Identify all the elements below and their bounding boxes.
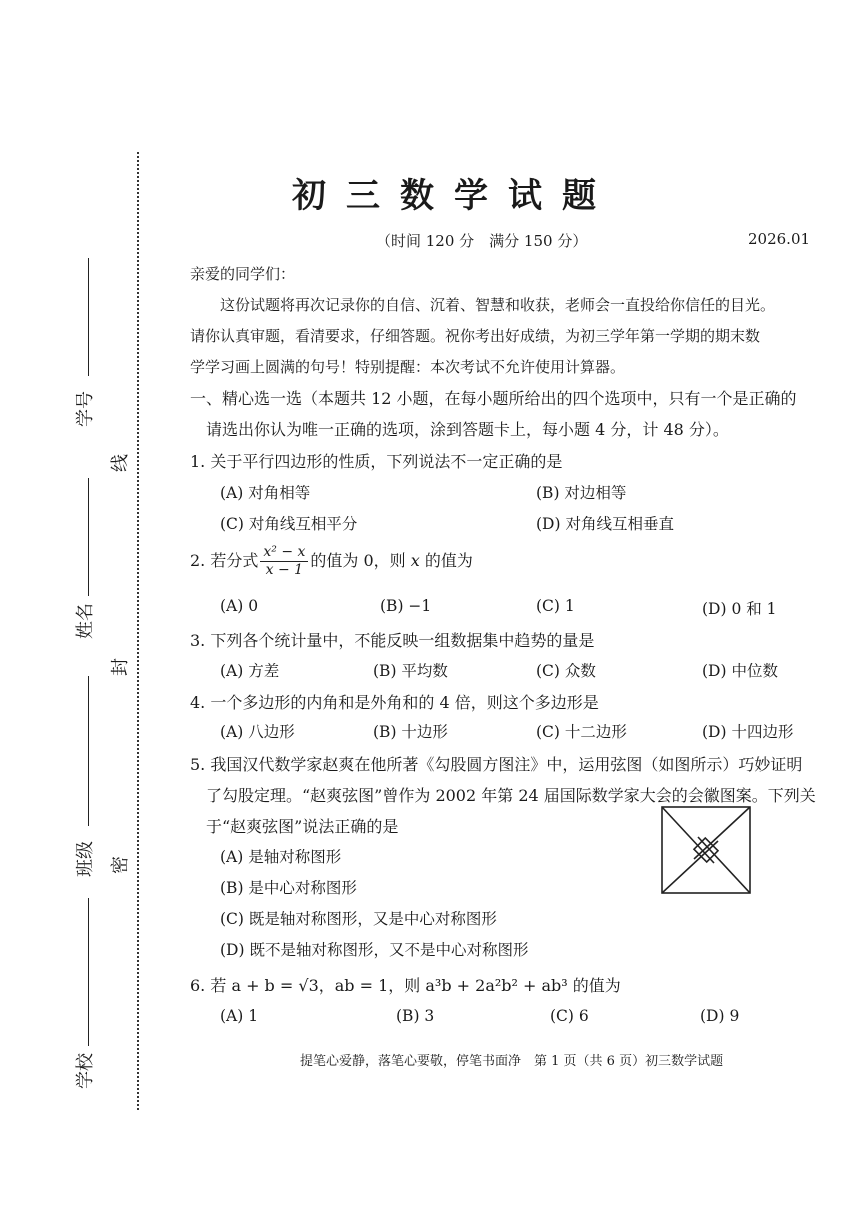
q4-option-d[interactable]: (D) 十四边形 — [702, 723, 794, 741]
q1-option-b[interactable]: (B) 对边相等 — [536, 484, 627, 502]
page-footer: 提笔心爱静，落笔心要敬，停笔书面净 第 1 页（共 6 页）初三数学试题 — [300, 1054, 724, 1069]
q1-option-c[interactable]: (C) 对角线互相平分 — [220, 515, 358, 533]
name-blank[interactable] — [88, 478, 89, 596]
seal-seal-char: 封 — [110, 658, 131, 676]
q6-stem: 6. 若 a + b = √3，ab = 1，则 a³b + 2a²b² + ab³ 的值为 — [190, 976, 621, 995]
q2-fraction-denominator: x − 1 — [265, 562, 304, 578]
intro-line-1: 这份试题将再次记录你的自信、沉着、智慧和收获，老师会一直投给你信任的目光。 — [220, 296, 776, 314]
name-label: 姓名 — [75, 603, 96, 639]
q2-fraction — [260, 544, 308, 579]
class-blank[interactable] — [88, 676, 89, 826]
seal-dense-char: 密 — [110, 856, 131, 874]
q2-option-c[interactable]: (C) 1 — [536, 597, 575, 615]
q4-option-a[interactable]: (A) 八边形 — [220, 723, 295, 741]
student-id-blank[interactable] — [88, 258, 89, 376]
diagram-line-3 — [698, 837, 750, 893]
zhao-shuang-diagram — [661, 806, 751, 894]
q2-stem — [190, 544, 473, 579]
q5-stem-line-3: 于“赵爽弦图”说法正确的是 — [206, 817, 399, 836]
student-id-label: 学号 — [75, 391, 96, 427]
diagram-line-4 — [662, 841, 718, 893]
section1-heading-line-2: 请选出你认为唯一正确的选项，涂到答题卡上，每小题 4 分，计 48 分）。 — [206, 420, 729, 439]
q2-variable: x — [410, 551, 420, 570]
q3-stem: 3. 下列各个统计量中，不能反映一组数据集中趋势的量是 — [190, 631, 595, 650]
q5-option-a[interactable]: (A) 是轴对称图形 — [220, 848, 342, 866]
intro-line-3: 学学习画上圆满的句号！特别提醒：本次考试不允许使用计算器。 — [190, 358, 626, 376]
q5-stem-line-1: 5. 我国汉代数学家赵爽在他所著《勾股圆方图注》中，运用弦图（如图所示）巧妙证明 — [190, 755, 803, 774]
q6-option-c[interactable]: (C) 6 — [550, 1007, 589, 1025]
q3-option-b[interactable]: (B) 平均数 — [373, 662, 448, 680]
q5-option-b[interactable]: (B) 是中心对称图形 — [220, 879, 357, 897]
school-label: 学校 — [75, 1053, 96, 1089]
section1-heading-line-1: 一、精心选一选（本题共 12 小题，在每小题所给出的四个选项中，只有一个是正确的 — [190, 389, 797, 408]
diagram-inner-square — [694, 838, 718, 862]
school-blank[interactable] — [88, 898, 89, 1046]
q3-option-c[interactable]: (C) 众数 — [536, 662, 596, 680]
q5-stem-line-2: 了勾股定理。“赵爽弦图”曾作为 2002 年第 24 届国际数学家大会的会徽图案。下列关 — [206, 786, 816, 805]
exam-date: 2026.01 — [748, 230, 811, 248]
q3-option-d[interactable]: (D) 中位数 — [702, 662, 778, 680]
q2-option-d[interactable]: (D) 0 和 1 — [702, 600, 777, 618]
q4-stem: 4. 一个多边形的内角和是外角和的 4 倍，则这个多边形是 — [190, 693, 599, 712]
exam-info: （时间 120 分 满分 150 分） — [376, 232, 588, 250]
intro-line-2: 请你认真审题，看清要求，仔细答题。祝你考出好成绩，为初三学年第一学期的期末数 — [190, 327, 761, 345]
q5-option-d[interactable]: (D) 既不是轴对称图形，又不是中心对称图形 — [220, 941, 529, 959]
q6-option-a[interactable]: (A) 1 — [220, 1007, 259, 1025]
greeting: 亲爱的同学们： — [190, 265, 296, 283]
q6-option-d[interactable]: (D) 9 — [700, 1007, 740, 1025]
q2-option-a[interactable]: (A) 0 — [220, 597, 259, 615]
seal-line-char: 线 — [110, 454, 131, 472]
q2-suffix-2: 的值为 — [419, 551, 473, 570]
q6-option-b[interactable]: (B) 3 — [396, 1007, 435, 1025]
q2-option-b[interactable]: (B) −1 — [380, 597, 432, 615]
q4-option-b[interactable]: (B) 十边形 — [373, 723, 448, 741]
diagram-line-2 — [694, 807, 750, 859]
seal-dotted-line — [137, 152, 139, 1110]
page-title: 初三数学试题 — [292, 176, 616, 216]
q2-fraction-numerator: x² − x — [260, 544, 308, 562]
class-label: 班级 — [75, 841, 96, 877]
q4-option-c[interactable]: (C) 十二边形 — [536, 723, 627, 741]
q5-option-c[interactable]: (C) 既是轴对称图形，又是中心对称图形 — [220, 910, 497, 928]
q2-suffix-1: 的值为 0，则 — [310, 551, 411, 570]
q1-stem: 1. 关于平行四边形的性质，下列说法不一定正确的是 — [190, 452, 563, 471]
q1-option-d[interactable]: (D) 对角线互相垂直 — [536, 515, 674, 533]
q1-option-a[interactable]: (A) 对角相等 — [220, 484, 311, 502]
q3-option-a[interactable]: (A) 方差 — [220, 662, 280, 680]
q2-prefix: 2. 若分式 — [190, 551, 259, 570]
diagram-line-1 — [662, 807, 714, 863]
